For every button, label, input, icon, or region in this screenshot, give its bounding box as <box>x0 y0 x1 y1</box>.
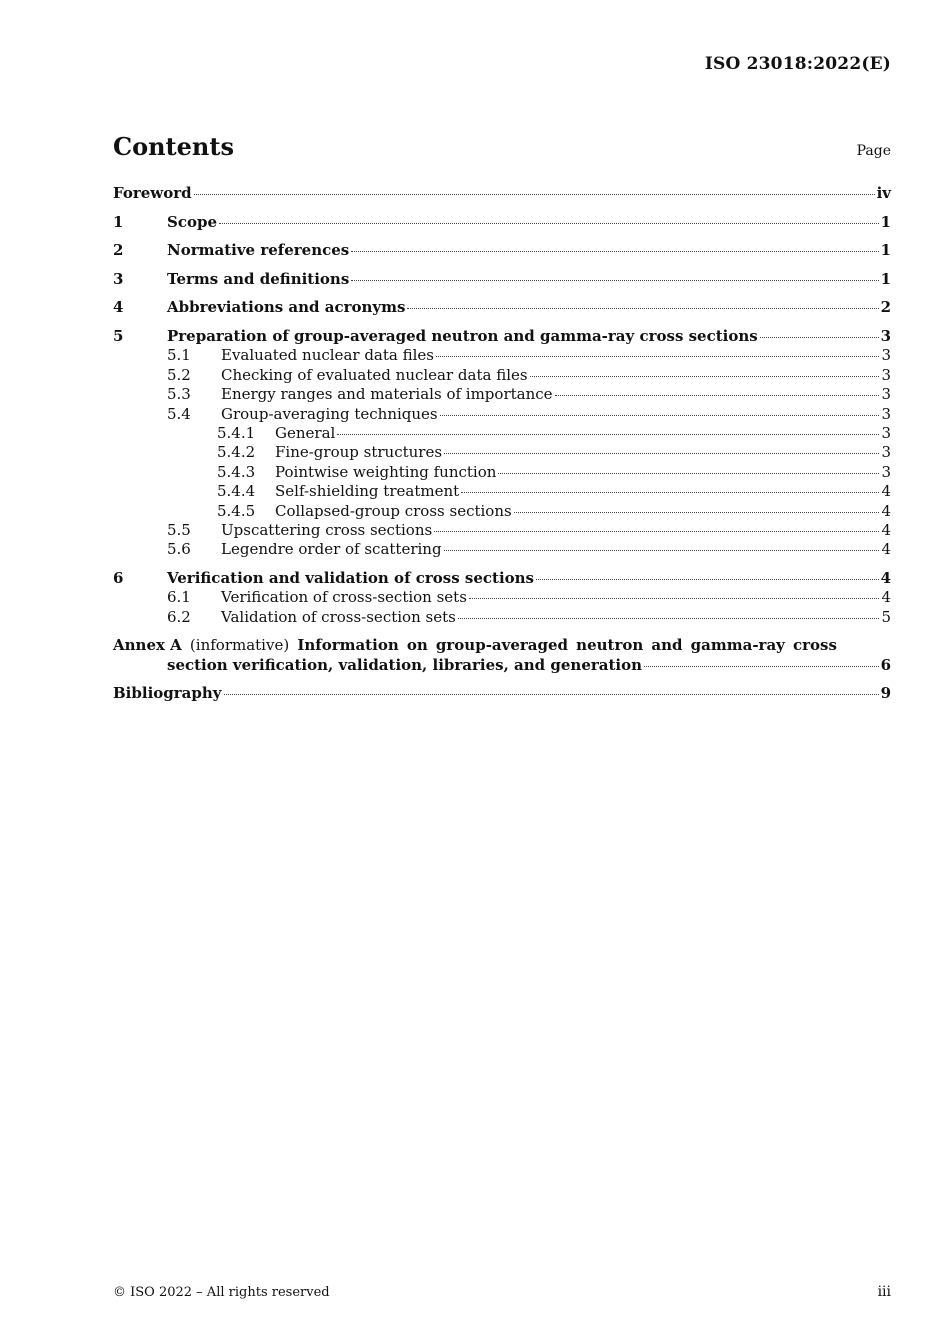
dot-leader <box>436 356 879 357</box>
toc-page-number: 1 <box>880 212 891 231</box>
toc-entry[interactable] <box>113 608 891 627</box>
toc-entry-number: 6.2 <box>167 607 191 626</box>
toc-entry[interactable] <box>113 405 891 424</box>
dot-leader <box>407 308 878 309</box>
annex-word: group-averaged <box>435 636 569 655</box>
copyright-notice: © ISO 2022 – All rights reserved <box>113 1285 330 1300</box>
dot-leader <box>530 376 880 377</box>
toc-page-number: 4 <box>881 540 891 559</box>
dot-leader <box>440 415 880 416</box>
annex-note: (informative) <box>189 636 290 655</box>
dot-leader <box>434 531 879 532</box>
annex-word: and <box>651 636 683 655</box>
annex-word: Information <box>297 636 399 655</box>
toc-entry[interactable] <box>113 213 891 232</box>
dot-leader <box>444 453 879 454</box>
toc-entry-label: Scope <box>167 212 218 231</box>
toc-page-number: 5 <box>881 607 891 626</box>
toc-entry-number: 5 <box>113 326 124 345</box>
toc-entry-label: Verification and validation of cross sections <box>167 569 534 588</box>
toc-page-number: 4 <box>881 588 891 607</box>
toc-entry-label: Checking of evaluated nuclear data files <box>221 365 528 384</box>
toc-page-number: 6 <box>880 655 891 674</box>
toc-entry-number: 5.4.5 <box>217 501 256 520</box>
toc-entry-label: Abbreviations and acronyms <box>167 298 406 317</box>
toc-page-number: 4 <box>880 569 891 588</box>
toc-entry[interactable] <box>113 521 891 540</box>
toc-entry-number: 5.1 <box>167 346 191 365</box>
toc-page-number: 3 <box>881 404 891 423</box>
toc-entry-number: 5.4.4 <box>217 482 256 501</box>
toc-entry[interactable] <box>113 298 891 317</box>
toc-page-number: 3 <box>881 462 891 481</box>
toc-page-number: 3 <box>881 346 891 365</box>
toc-entry-label: Group-averaging techniques <box>221 404 438 423</box>
toc-page-number: 2 <box>880 298 891 317</box>
dot-leader <box>469 598 880 599</box>
toc-entry[interactable] <box>113 385 891 404</box>
toc-page-number: 1 <box>880 269 891 288</box>
toc-entry[interactable] <box>113 270 891 289</box>
annex-title-line-1 <box>113 636 837 655</box>
toc-entry-number: 4 <box>113 298 124 317</box>
annex-word: on <box>406 636 428 655</box>
toc-page-number: 3 <box>881 385 891 404</box>
dot-leader <box>514 512 880 513</box>
dot-leader <box>536 579 879 580</box>
dot-leader <box>219 223 879 224</box>
toc-entry-number: 1 <box>113 212 124 231</box>
toc-entry-label: Fine-group structures <box>275 443 443 462</box>
toc-entry-annex-a[interactable] <box>113 636 891 675</box>
toc-page-number: 3 <box>881 443 891 462</box>
toc-page-number: iv <box>876 184 891 202</box>
toc-entry[interactable] <box>113 424 891 443</box>
toc-entry-number: 6.1 <box>167 588 191 607</box>
toc-page-number: 4 <box>881 482 891 501</box>
toc-entry[interactable] <box>113 569 891 588</box>
toc-entry[interactable] <box>113 443 891 462</box>
dot-leader <box>461 492 879 493</box>
dot-leader <box>458 618 880 619</box>
annex-title-continued: section verification, validation, libraries, and generation <box>167 655 643 674</box>
toc-entry-label: Pointwise weighting function <box>275 462 497 481</box>
toc-entry[interactable] <box>113 540 891 559</box>
table-of-contents <box>113 184 891 704</box>
toc-entry[interactable] <box>113 241 891 260</box>
dot-leader <box>760 337 879 338</box>
toc-entry[interactable] <box>113 482 891 501</box>
toc-entry-label: Legendre order of scattering <box>221 540 442 559</box>
toc-entry-number: 3 <box>113 269 124 288</box>
annex-word: cross <box>793 636 837 655</box>
toc-page-number: 3 <box>881 365 891 384</box>
toc-entry-number: 5.5 <box>167 521 191 540</box>
dot-leader <box>351 251 878 252</box>
toc-entry[interactable] <box>113 366 891 385</box>
toc-page-number: 4 <box>881 501 891 520</box>
toc-entry-number: 2 <box>113 241 124 260</box>
toc-entry-number: 5.4.1 <box>217 424 256 442</box>
toc-entry-number: 5.6 <box>167 540 191 559</box>
dot-leader <box>444 550 880 551</box>
toc-entry-label: Foreword <box>113 184 192 202</box>
dot-leader <box>194 194 875 195</box>
toc-page-number: 9 <box>880 684 891 703</box>
toc-entry-label: Validation of cross-section sets <box>221 607 456 626</box>
toc-entry-number: 5.2 <box>167 365 191 384</box>
toc-entry-label: Normative references <box>167 241 350 260</box>
dot-leader <box>498 473 879 474</box>
annex-word: gamma-ray <box>690 636 785 655</box>
dot-leader <box>224 694 879 695</box>
toc-entry-label: Upscattering cross sections <box>221 521 433 540</box>
toc-entry[interactable] <box>113 184 891 203</box>
annex-title-line-2 <box>113 656 891 675</box>
toc-page-number: 3 <box>881 424 891 442</box>
annex-prefix: Annex A <box>113 636 182 655</box>
toc-entry[interactable] <box>113 346 891 365</box>
document-id: ISO 23018:2022(E) <box>704 54 891 74</box>
toc-entry-bibliography[interactable] <box>113 684 891 703</box>
toc-entry[interactable] <box>113 502 891 521</box>
toc-entry[interactable] <box>113 463 891 482</box>
toc-entry-label: Collapsed-group cross sections <box>275 501 512 520</box>
toc-entry-number: 6 <box>113 569 124 588</box>
page-column-label: Page <box>856 143 891 159</box>
toc-entry-label: Terms and definitions <box>167 269 350 288</box>
toc-entry-label: Evaluated nuclear data files <box>221 346 434 365</box>
toc-entry[interactable] <box>113 327 891 346</box>
page-title: Contents <box>113 132 234 161</box>
toc-entry-number: 5.4 <box>167 404 191 423</box>
toc-entry-label: Energy ranges and materials of importance <box>221 385 553 404</box>
dot-leader <box>337 434 879 435</box>
toc-page-number: 3 <box>880 326 891 345</box>
toc-entry-label: General <box>275 424 336 442</box>
dot-leader <box>555 395 880 396</box>
toc-entry-number: 5.4.2 <box>217 443 256 462</box>
toc-entry-label: Bibliography <box>113 684 222 703</box>
toc-entry[interactable] <box>113 588 891 607</box>
toc-entry-number: 5.3 <box>167 385 191 404</box>
toc-entry-label: Verification of cross-section sets <box>221 588 467 607</box>
page-number: iii <box>877 1284 891 1300</box>
dot-leader <box>644 666 879 667</box>
toc-entry-label: Preparation of group-averaged neutron and gamma-ray cross sections <box>167 326 758 345</box>
toc-entry-number: 5.4.3 <box>217 462 256 481</box>
dot-leader <box>351 280 878 281</box>
toc-page-number: 1 <box>880 241 891 260</box>
toc-entry-label: Self-shielding treatment <box>275 482 460 501</box>
annex-word: neutron <box>576 636 644 655</box>
toc-page-number: 4 <box>881 521 891 540</box>
